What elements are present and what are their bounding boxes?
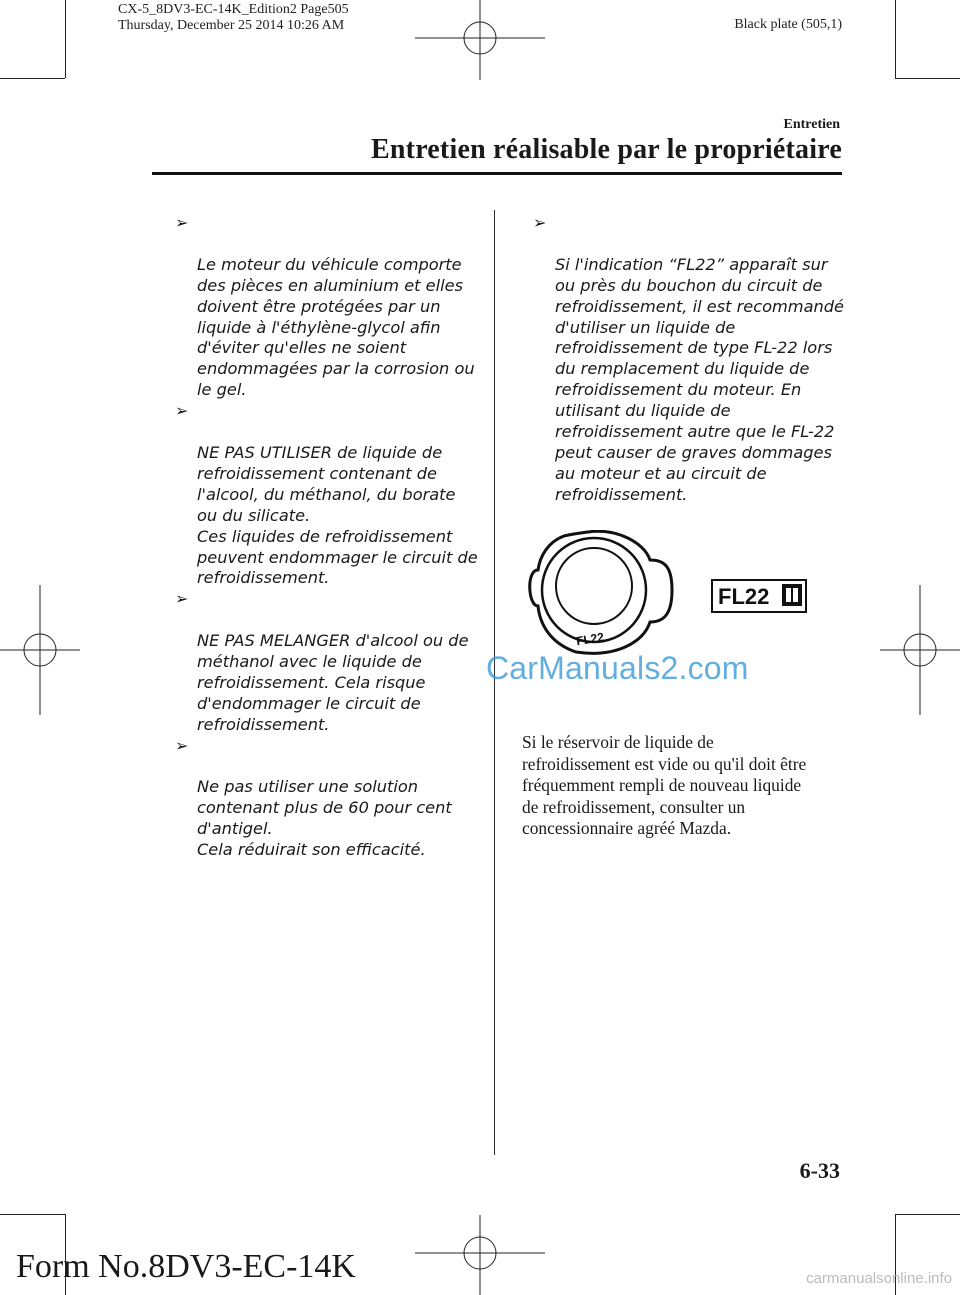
plate-label: Black plate (505,1): [734, 17, 842, 32]
section-label: Entretien: [783, 117, 840, 132]
arrow-bullet-icon: ➢: [533, 213, 547, 232]
title-rule: [152, 172, 842, 175]
print-info: [118, 2, 349, 34]
arrow-bullet-icon: ➢: [175, 735, 189, 755]
left-column: [163, 213, 483, 861]
registration-mark-left: [0, 585, 80, 715]
warning-text: NE PAS UTILISER de liquide de refroidissement contenant de l'alcool, du méthanol, du borate ou du silicate. Ces liquides de refroidissement peuvent endommager le circuit de refroidissement.: [197, 442, 478, 588]
warning-item: [521, 213, 856, 506]
arrow-bullet-icon: ➢: [175, 401, 189, 421]
form-number: Form No.8DV3-EC-14K: [16, 1248, 356, 1285]
registration-mark-right: [880, 585, 960, 715]
warning-item: [163, 589, 483, 735]
warning-item: [163, 736, 483, 861]
warning-item: [163, 213, 483, 401]
registration-mark-bottom: [415, 1215, 545, 1295]
page-number: 6-33: [799, 1158, 840, 1183]
warning-list-right: [521, 213, 856, 506]
warning-text: Si l'indication “FL22” apparaît sur ou près du bouchon du circuit de refroidissement, il est recommandé d'utiliser un liquide de refroidissement de type FL-22 lors du remplacement du liquide de refroidissement du moteur. En utilisant du liquide de refroidissement autre que le FL-22 peut causer de graves dommages au moteur et au circuit de refroidissement.: [555, 254, 844, 504]
body-paragraph: Si le réservoir de liquide de refroidissement est vide ou qu'il doit être fréquemment rempli de nouveau liquide de refroidissement, consulter un concessionnaire agréé Mazda.: [522, 732, 807, 839]
warning-item: [163, 401, 483, 589]
warning-text: Le moteur du véhicule comporte des pièces en aluminium et elles doivent être protégées par un liquide à l'éthylène-glycol afin d'éviter qu'elles ne soient endommagées par la corrosion ou le gel.: [197, 254, 475, 400]
arrow-bullet-icon: ➢: [175, 213, 189, 232]
footer-watermark: carmanualsonline.info: [806, 1270, 952, 1287]
warning-list-left: [163, 213, 483, 861]
watermark: CarManuals2.com: [486, 650, 749, 686]
registration-mark-top: [415, 0, 545, 80]
fl22-label-text: FL22: [718, 584, 770, 609]
print-info-date: Thursday, December 25 2014 10:26 AM: [118, 18, 345, 33]
warning-text: Ne pas utiliser une solution contenant plus de 60 pour cent d'antigel. Cela réduirait son efficacité.: [197, 777, 452, 860]
book-icon: [782, 584, 802, 606]
page-title: Entretien réalisable par le propriétaire: [371, 134, 842, 165]
warning-text: NE PAS MELANGER d'alcool ou de méthanol avec le liquide de refroidissement. Cela risque d'endommager le circuit de refroidissement.: [197, 631, 469, 734]
radiator-cap-figure: [526, 530, 816, 656]
print-info-file: CX-5_8DV3-EC-14K_Edition2 Page505: [118, 2, 349, 17]
arrow-bullet-icon: ➢: [175, 589, 189, 609]
right-column: [521, 213, 856, 506]
cap-embossed-text: FL22: [575, 629, 606, 649]
